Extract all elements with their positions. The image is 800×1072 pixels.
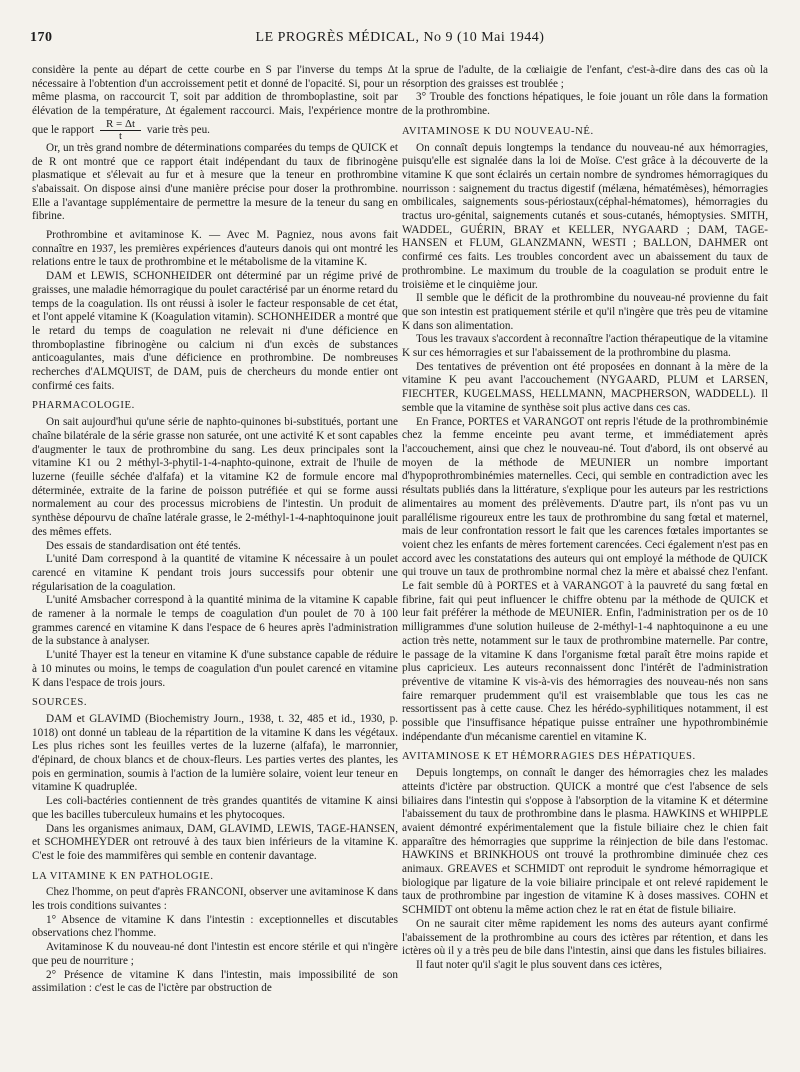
paragraph: En France, PORTES et VARANGOT ont repris l'étude de la prothrombinémie chez la femme enceinte peu avant terme, et immédiatement après l'accouchement, ainsi que chez le nouveau-né. Tout d'abord, ils ont observé au moyen de la méthode de MEUNIER un nombre important d'hypoprothrombinémies maternelles. Ceci, qui semble en contradiction avec les résultats publiés dans la littérature, s'explique pour les auteurs par les restrictions alimentaires au moment des prélèvements. D'autre part, ils n'ont pas vu un parallélisme rigoureux entre les taux de prothrombine du sang fœtal et maternel, mais de leur confrontation ressort le fait que les carences fœtales importantes se voient chez les enfants de mères fortement carencées. Ceci également n'est pas en accord avec les constatations des auteurs qui ont employé la méthode de QUICK qui trouve un taux de prothrombine normal chez la mère et abaissé chez l'enfant. Le fait semble dû à PORTES et à VARANGOT à la pauvreté du sang fœtal en fibrine, fait qui peut influencer le chiffre obtenu par la méthode de QUICK et leur fait préférer la méthode de MEUNIER. Enfin, l'administration per os de 10 milligrammes d'une solution huileuse de 2-méthyl-1-4 naphtoquinone a eu une action très nette, notamment sur le taux de prothrombine maternelle. Par contre, le passage de la vitamine K dans l'organisme fœtal paraît être moins rapide et plus capricieux. Les auteurs reconnaissent donc l'intérêt de l'administration préventive de vitamine K vis-à-vis des hémorragies des nouveau-nés non sans faire remarquer prudemment qu'il est vraisemblable que tous les cas ne ressortissent pas à cette cause. Chez les hérédo-syphilitiques notamment, il est possible que l'insuffisance hépatique puisse entraîner une hypothrombinémie indépendante d'un mécanisme carentiel en vitamine K. (402, 415, 768, 743)
paragraph: Tous les travaux s'accordent à reconnaître l'action thérapeutique de la vitamine K sur ces hémorragies et sur l'abaissement de la prothrombine du plasma. (402, 333, 768, 360)
paragraph: Prothrombine et avitaminose K. — Avec M. Pagniez, nous avons fait connaître en 1937, les premières expériences d'auteurs danois qui ont montré les relations entre le taux de prothrombine et le métabolisme de la vitamine K. (32, 229, 398, 269)
paragraph: la sprue de l'adulte, de la cœliaigie de l'enfant, c'est-à-dire dans des cas où la résorption des graisses est troublée ; (402, 64, 768, 90)
paragraph: Des essais de standardisation ont été tentés. (46, 539, 241, 552)
paragraph: considère la pente au départ de cette courbe en S par l'inverse du temps Δt nécessaire à l'obtention d'un accroissement petit et donné de l'opacité. Si, pour un même plasma, on raccourcit T, soit par addition de thromboplastine, soit par élévation de la température, Δt également raccourci. Mais, l'expérience montre que le rapport $\frac{R = \Delta t}{t}$ varie très peu. (32, 64, 398, 142)
paragraph: Il semble que le déficit de la prothrombine du nouveau-né provienne du fait que son intestin est pratiquement stérile et qu'il n'ingère que très peu de vitamine K dans son alimentation. (402, 292, 768, 332)
paragraph: On connaît depuis longtemps la tendance du nouveau-né aux hémorragies, puisqu'elle est signalée dans la loi de Moïse. C'est grâce à la découverte de la vitamine K que sont éclairés un certain nombre de syndromes hémorragiques du nourrisson : saignement du tractus digestif (mélæna, hématémèses), hémorragies ombilicales, saignements sous-périostaux(céphal-hématomes), hémorragies du tractus uro-génital, saignements cutanés et sous-cutanés, hémoptysies. SMITH, WADDEL, GUÉRIN, BRAY et KELLER, NYGAARD ; DAM, TAGE-HANSEN et FLUM, GLANZMANN, WESTI ; BALLON, DAHMER ont confirmé ces faits. Les troubles concordent avec un abaissement du taux de prothrombine. Le maximum du trouble de la coagulation se produit entre le troisième et le cinquième jour. (402, 141, 768, 291)
page-number: 170 (30, 30, 53, 45)
paragraph: DAM et GLAVIMD (Biochemistry Journ., 1938, t. 32, 485 et id., 1930, p. 1018) ont donné un tableau de la répartition de la vitamine K dans les végétaux. Les plus riches sont les feuilles vertes de la luzerne (alfafa), le marronnier, d'épinard, de choux blancs et de choux-fleurs. Les parties vertes des plantes, les pois en germination, soumis à l'action de la lumière solaire, voient leur teneur en vitamine K quadruplée. (32, 712, 398, 794)
paragraph: Or, un très grand nombre de déterminations comparées du temps de QUICK et de R ont montré que ce rapport était indépendant du taux de fibrinogène plasmatique et s'élevait au fur et à mesure que la teneur en prothrombine s'abaissait. On dispose ainsi d'une manière précise pour doser la prothrombine. Elle a l'avantage supplémentaire de permettre la mesure de la teneur du sang en fibrine. (32, 141, 398, 223)
paragraph: L'unité Dam correspond à la quantité de vitamine K nécessaire à un poulet carencé en vitamine K pendant trois jours successifs pour obtenir une régularisation de la coagulation. (32, 553, 398, 593)
paragraph: On ne saurait citer même rapidement les noms des auteurs ayant confirmé l'abaissement de la prothrombine au cours des ictères par rétention, et dans les ictères où il y a très peu de bile dans l'intestin, ainsi que dans les fistules biliaires. (402, 917, 768, 958)
paragraph: On sait aujourd'hui qu'une série de naphto-quinones bi-substitués, portant une chaîne bilatérale de la série grasse non saturée, ont une activité K et sont capables d'augmenter le taux de prothrombine du sang. Les deux principales sont la vitamine K1 ou 2 méthyl-3-phytil-1-4-naphto-quinone, extrait de l'huile de luzerne (feuille séchée d'alfafa) et la vitamine K2 de formule encore mal déterminée, extraite de la farine de poisson putréfiée et qui se forme aussi normalement au cour des processus microbiens de l'intestin. Un produit de synthèse dépourvu de chaîne latérale grasse, le 2-méthyl-1-4-naphtoquinone jouit des mêmes effets. (32, 416, 398, 538)
ratio-formula: $\frac{R = \Delta t}{t}$ (100, 119, 141, 142)
page-header (30, 30, 770, 52)
section-heading: AVITAMINOSE K DU NOUVEAU-NÉ. (402, 125, 594, 137)
paragraph: L'unité Thayer est la teneur en vitamine K d'une substance capable de réduire à 10 minutes ou moins, le temps de coagulation d'un poulet carencé en vitamine K dans l'espace de trois jours. (32, 649, 398, 689)
paragraph: Les coli-bactéries contiennent de très grandes quantités de vitamine K ainsi que les bacilles tuberculeux humains et les phytocoques. (32, 795, 398, 821)
paragraph: L'unité Amsbacher correspond à la quantité minima de la vitamine K capable de ramener à la normale le temps de coagulation d'un poulet de 70 à 100 grammes carencé en vitamine K dans l'espace de 6 heures après l'administration de la substance à analyser. (32, 594, 398, 648)
section-heading: LA VITAMINE K EN PATHOLOGIE. (32, 870, 214, 882)
section-heading: PHARMACOLOGIE. (32, 400, 135, 412)
paragraph: 1° Absence de vitamine K dans l'intestin : exceptionnelles et discutables observations chez l'homme. (32, 913, 398, 940)
paragraph: DAM et LEWIS, SCHONHEIDER ont déterminé par un régime privé de graisses, une maladie hémorragique du poulet caractérisé par un énorme retard du temps de la coagulation. Ils ont réussi à isoler le facteur responsable de cet état, et l'ont appelé vitamine K (Koagulation vitamin). SCHONHEIDER a montré que le retard du temps de coagulation ne relevait ni d'une déficience en thromboplastine fibrinogène ou calcium ni d'un excès de substances anticoagulantes, mais d'une déficience en prothrombine. De nombreuses recherches d'ALMQUIST, de DAM, puis de chercheurs du monde entier ont confirmé ces faits. (32, 270, 398, 392)
paragraph: Chez l'homme, on peut d'après FRANCONI, observer une avitaminose K dans les trois conditions suivantes : (32, 886, 398, 913)
paragraph: 2° Présence de vitamine K dans l'intestin, mais impossibilité de son assimilation : c'est le cas de l'ictère par obstruction de (32, 968, 398, 995)
paragraph: Il faut noter qu'il s'agit le plus souvent dans ces ictères, (416, 959, 663, 971)
section-heading: AVITAMINOSE K ET HÉMORRAGIES DES HÉPATIQUES. (402, 751, 696, 763)
right-column (402, 64, 768, 1064)
section-heading: SOURCES. (32, 697, 88, 709)
paragraph: 3° Trouble des fonctions hépatiques, le foie jouant un rôle dans la formation de la prothrombine. (402, 91, 768, 118)
paragraph: Des tentatives de prévention ont été proposées en donnant à la mère de la vitamine K peu avant l'accouchement (NYGAARD, PLUM et LARSEN, FIECHTER, KUGELMASS, HELLMANN, MACPHERSON, WADDELL). Il semble que la vitamine de synthèse soit plus active dans ces cas. (402, 360, 768, 414)
paragraph: Depuis longtemps, on connaît le danger des hémorragies chez les malades atteints d'ictère par obstruction. QUICK a montré que c'est l'absence de sels biliaires dans l'intestin qui s'oppose à l'absorption de la vitamine K et détermine l'abaissement du taux de prothrombine dans le plasma. HAWKINS et WHIPPLE avaient démontré expérimentalement que la fistule biliaire chez le chien fait apparaître des hémorragies que supprime la réinjection de bile dans l'estomac. HAWKINS et BRINKHOUS ont trouvé la prothrombine diminuée chez ces animaux. GREAVES et SCHMIDT ont reproduit le syndrome hémorragique et biologique par ligature de la voie biliaire principale et ont relevé rapidement le taux de prothrombine par ingestion de vitamine K à doses massives. COHN et SCHMIDT ont obtenu la même action chez le rat en état de fistule biliaire. (402, 767, 768, 917)
paragraph: Avitaminose K du nouveau-né dont l'intestin est encore stérile et qui n'ingère que peu de nourriture ; (32, 941, 398, 967)
running-title: LE PROGRÈS MÉDICAL, No 9 (10 Mai 1944) (255, 30, 545, 45)
paragraph: Dans les organismes animaux, DAM, GLAVIMD, LEWIS, TAGE-HANSEN, et SCHOMHEYDER ont retrouvé à des taux bien inférieurs de la vitamine K. C'est le foie des mammifères qui semble en contenir davantage. (32, 822, 398, 862)
left-column (32, 64, 398, 1064)
